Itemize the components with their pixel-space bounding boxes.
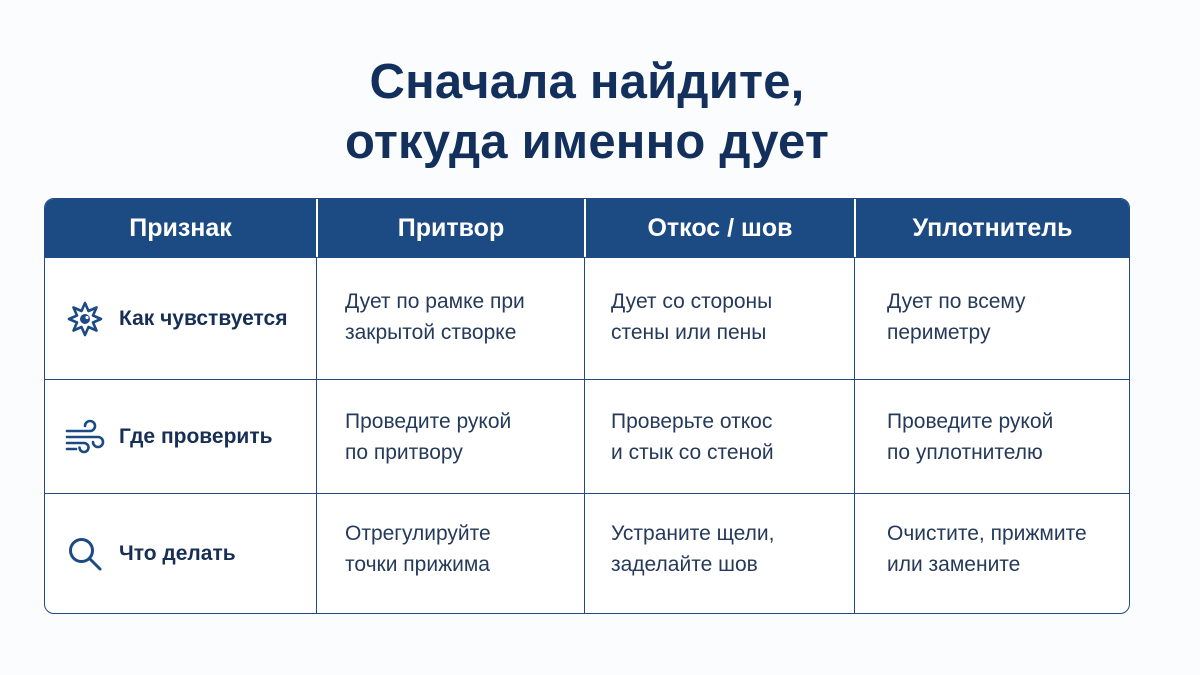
cell-sash-check xyxy=(316,379,584,493)
cell-slope-feel xyxy=(584,257,854,379)
page-title-line-2: откуда именно дует xyxy=(344,115,830,169)
cell-sash-feel xyxy=(316,257,584,379)
cell-seal-action xyxy=(854,493,1129,613)
cold-draft-icon xyxy=(63,297,107,341)
column-header-sash-gap: Притвор xyxy=(316,199,584,257)
wind-icon xyxy=(63,415,107,459)
cell-seal-check xyxy=(854,379,1129,493)
cell-line: Дует по всему xyxy=(887,290,1026,313)
row-label-what-to-do xyxy=(45,493,316,613)
cell-line: Дует со стороны xyxy=(611,290,773,313)
row-label-text: Что делать xyxy=(119,542,236,565)
column-header-slope-seam: Откос / шов xyxy=(584,199,854,257)
row-label-where-to-check xyxy=(45,379,316,493)
cell-line: по уплотнителю xyxy=(887,441,1043,464)
cell-line: Очистите, прижмите xyxy=(887,522,1087,545)
cell-line: или замените xyxy=(887,553,1021,576)
column-header-sign: Признак xyxy=(45,199,316,257)
cell-line: периметру xyxy=(887,321,991,344)
cell-line: Отрегулируйте xyxy=(345,522,491,545)
cell-line: заделайте шов xyxy=(611,553,758,576)
cell-line: закрытой створке xyxy=(345,321,517,344)
cell-line: Дует по рамке при xyxy=(345,290,525,313)
search-icon xyxy=(63,532,107,576)
row-label-text: Где проверить xyxy=(119,425,273,448)
row-label-how-it-feels xyxy=(45,257,316,379)
cell-slope-action xyxy=(584,493,854,613)
comparison-table xyxy=(44,198,1130,614)
cell-line: и стык со стеной xyxy=(611,441,774,464)
row-label-text: Как чувствуется xyxy=(119,307,288,330)
cell-line: стены или пены xyxy=(611,321,767,344)
column-header-seal: Уплотнитель xyxy=(854,199,1129,257)
cell-line: Проведите рукой xyxy=(345,410,512,433)
page-title xyxy=(0,52,1174,172)
cell-sash-action xyxy=(316,493,584,613)
page-title-line-1: Сначала найдите, xyxy=(369,55,805,109)
cell-slope-check xyxy=(584,379,854,493)
cell-line: точки прижима xyxy=(345,553,490,576)
cell-seal-feel xyxy=(854,257,1129,379)
cell-line: Проведите рукой xyxy=(887,410,1054,433)
cell-line: по притвору xyxy=(345,441,463,464)
cell-line: Проверьте откос xyxy=(611,410,773,433)
cell-line: Устраните щели, xyxy=(611,522,775,545)
